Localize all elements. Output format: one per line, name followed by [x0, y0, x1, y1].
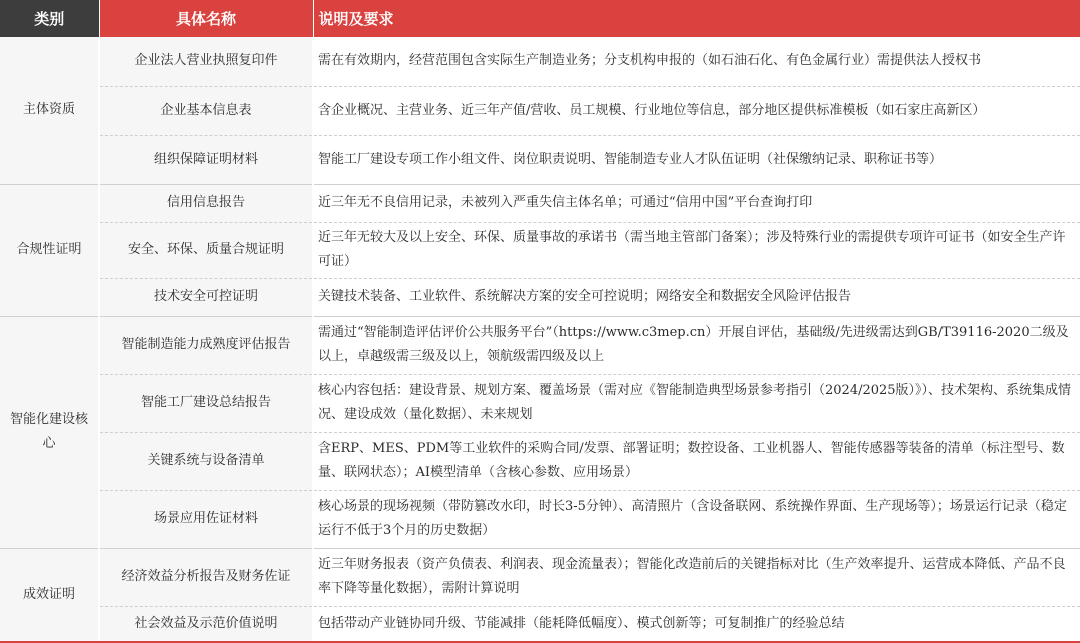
category-cell: 智能化建设核心	[0, 316, 99, 548]
table-row	[0, 606, 1080, 642]
name-cell: 信用信息报告	[99, 184, 313, 222]
desc-cell: 近三年无较大及以上安全、环保、质量事故的承诺书（需当地主管部门备案）；涉及特殊行业的需提供专项许可证书（如安全生产许可证）	[313, 222, 1080, 278]
desc-cell: 含企业概况、主营业务、近三年产值/营收、员工规模、行业地位等信息，部分地区提供标准模板（如石家庄高新区）	[313, 86, 1080, 135]
name-cell: 技术安全可控证明	[99, 278, 313, 316]
desc-cell: 需通过“智能制造评估评价公共服务平台”（https://www.c3mep.cn）开展自评估，基础级/先进级需达到GB/T39116-2020二级及以上，卓越级需三级及以上，领航级需四级及以上	[313, 316, 1080, 374]
table-row	[0, 278, 1080, 316]
desc-cell: 关键技术装备、工业软件、系统解决方案的安全可控说明；网络安全和数据安全风险评估报告	[313, 278, 1080, 316]
name-cell: 社会效益及示范价值说明	[99, 606, 313, 642]
header-desc: 说明及要求	[313, 0, 1080, 37]
desc-cell: 需在有效期内，经营范围包含实际生产制造业务；分支机构申报的（如石油石化、有色金属行业）需提供法人授权书	[313, 37, 1080, 86]
desc-cell: 核心场景的现场视频（带防篡改水印，时长3-5分钟）、高清照片（含设备联网、系统操作界面、生产现场等）；场景运行记录（稳定运行不低于3个月的历史数据）	[313, 490, 1080, 548]
table-row	[0, 316, 1080, 374]
name-cell: 关键系统与设备清单	[99, 432, 313, 490]
name-cell: 场景应用佐证材料	[99, 490, 313, 548]
header-category: 类别	[0, 0, 99, 37]
table-row	[0, 222, 1080, 278]
category-cell: 合规性证明	[0, 184, 99, 316]
table-row	[0, 135, 1080, 184]
name-cell: 经济效益分析报告及财务佐证	[99, 548, 313, 606]
category-cell: 主体资质	[0, 37, 99, 184]
desc-cell: 含ERP、MES、PDM等工业软件的采购合同/发票、部署证明；数控设备、工业机器人、智能传感器等装备的清单（标注型号、数量、联网状态）；AI模型清单（含核心参数、应用场景）	[313, 432, 1080, 490]
table-row	[0, 184, 1080, 222]
desc-cell: 智能工厂建设专项工作小组文件、岗位职责说明、智能制造专业人才队伍证明（社保缴纳记录、职称证书等）	[313, 135, 1080, 184]
name-cell: 组织保障证明材料	[99, 135, 313, 184]
table-row	[0, 37, 1080, 86]
desc-cell: 近三年无不良信用记录，未被列入严重失信主体名单；可通过“信用中国”平台查询打印	[313, 184, 1080, 222]
name-cell: 安全、环保、质量合规证明	[99, 222, 313, 278]
table-row	[0, 86, 1080, 135]
desc-cell: 近三年财务报表（资产负债表、利润表、现金流量表）；智能化改造前后的关键指标对比（生产效率提升、运营成本降低、产品不良率下降等量化数据），需附计算说明	[313, 548, 1080, 606]
name-cell: 智能工厂建设总结报告	[99, 374, 313, 432]
header-row	[0, 0, 1080, 37]
name-cell: 企业法人营业执照复印件	[99, 37, 313, 86]
name-cell: 企业基本信息表	[99, 86, 313, 135]
header-name: 具体名称	[99, 0, 313, 37]
desc-cell: 包括带动产业链协同升级、节能减排（能耗降低幅度）、模式创新等；可复制推广的经验总结	[313, 606, 1080, 642]
table-row	[0, 432, 1080, 490]
name-cell: 智能制造能力成熟度评估报告	[99, 316, 313, 374]
table-row	[0, 490, 1080, 548]
table-row	[0, 374, 1080, 432]
category-cell: 成效证明	[0, 548, 99, 642]
table-row	[0, 548, 1080, 606]
desc-cell: 核心内容包括：建设背景、规划方案、覆盖场景（需对应《智能制造典型场景参考指引（2024/2025版）》）、技术架构、系统集成情况、建设成效（量化数据）、未来规划	[313, 374, 1080, 432]
